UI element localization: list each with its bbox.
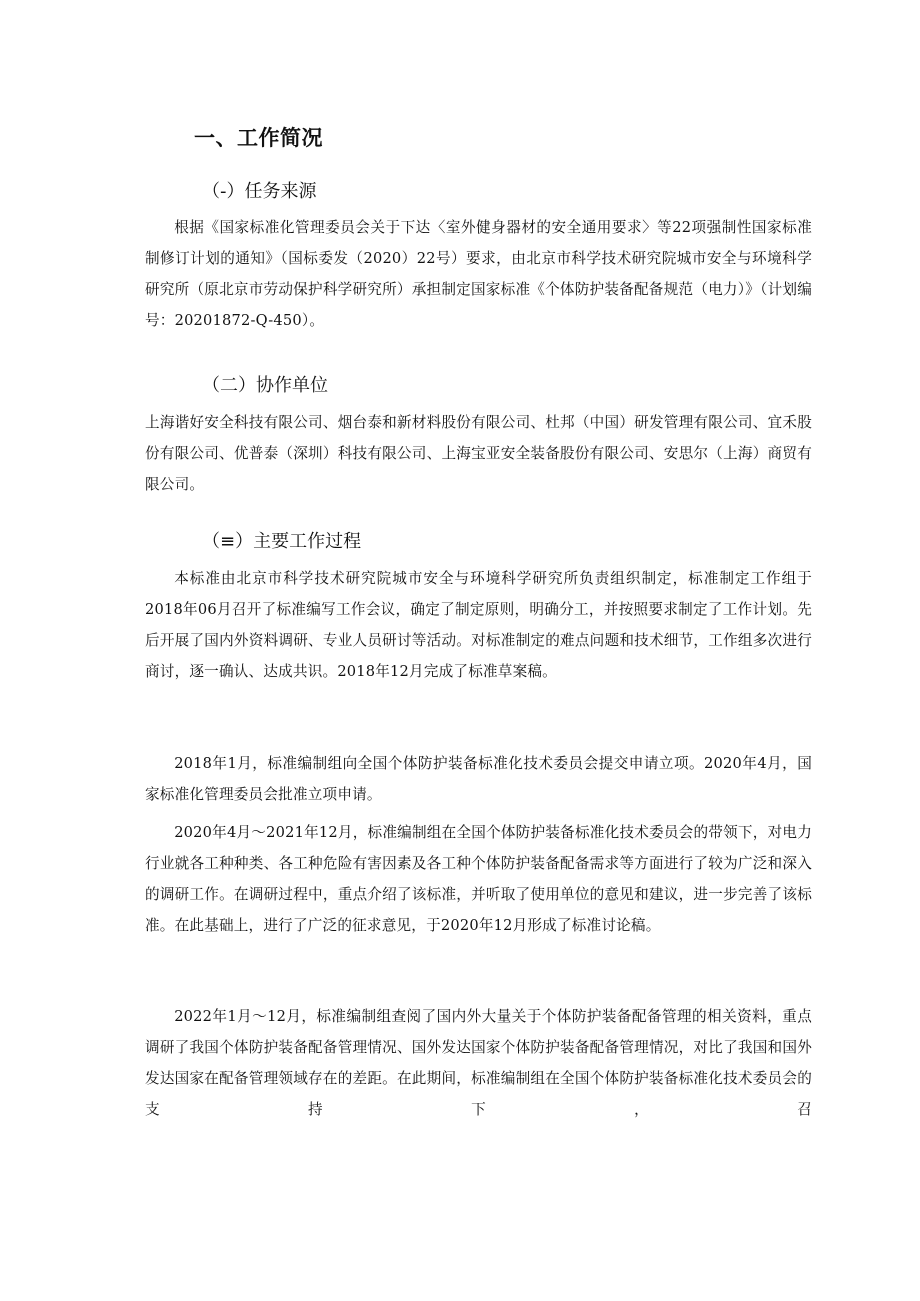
paragraph-work-process-2: 2018年1月，标准编制组向全国个体防护装备标准化技术委员会提交申请立项。2020年4月，国家标准化管理委员会批准立项申请。 — [145, 755, 812, 803]
paragraph-work-process-1: 本标准由北京市科学技术研究院城市安全与环境科学研究所负责组织制定，标准制定工作组于2018年06月召开了标准编写工作会议，确定了制定原则，明确分工，并按照要求制定了工作计划。先后开展了国内外资料调研、专业人员研讨等活动。对标准制定的难点问题和技术细节，工作组多次进行商讨，逐一确认、达成共识。2018年12月完成了标准草案稿。 — [145, 570, 812, 680]
paragraph-cooperating-units: 上海谐好安全科技有限公司、烟台泰和新材料股份有限公司、杜邦（中国）研发管理有限公司、宜禾股份有限公司、优普泰（深圳）科技有限公司、上海宝亚安全装备股份有限公司、安思尔（上海）商贸有限公司。 — [145, 414, 812, 493]
subheading-task-source: （-）任务来源 — [202, 181, 317, 202]
paragraph-task-source: 根据《国家标准化管理委员会关于下达〈室外健身器材的安全通用要求〉等22项强制性国家标准制修订计划的通知》（国标委发（2020）22号）要求，由北京市科学技术研究院城市安全与环境科学研究所（原北京市劳动保护科学研究所）承担制定国家标准《个体防护装备配备规范（电力）》（计划编号：20201872-Q-450）。 — [145, 219, 812, 329]
paragraph-work-process-3: 2020年4月～2021年12月，标准编制组在全国个体防护装备标准化技术委员会的带领下，对电力行业就各工种种类、各工种危险有害因素及各工种个体防护装备配备需求等方面进行了较为广泛和深入的调研工作。在调研过程中，重点介绍了该标准，并听取了使用单位的意见和建议，进一步完善了该标准。在此基础上，进行了广泛的征求意见，于2020年12月形成了标准讨论稿。 — [145, 824, 812, 934]
paragraph-work-process-4: 2022年1月～12月，标准编制组查阅了国内外大量关于个体防护装备配备管理的相关资料，重点调研了我国个体防护装备配备管理情况、国外发达国家个体防护装备配备管理情况，对比了我国和国外发达国家在配备管理领域存在的差距。在此期间，标准编制组在全国个体防护装备标准化技术委员会的支持下，召 — [145, 1008, 812, 1118]
section-heading-work-overview: 一、工作简况 — [194, 126, 323, 150]
subheading-cooperating-units: （二）协作单位 — [202, 375, 328, 396]
subheading-main-work-process: （≡）主要工作过程 — [202, 531, 362, 552]
